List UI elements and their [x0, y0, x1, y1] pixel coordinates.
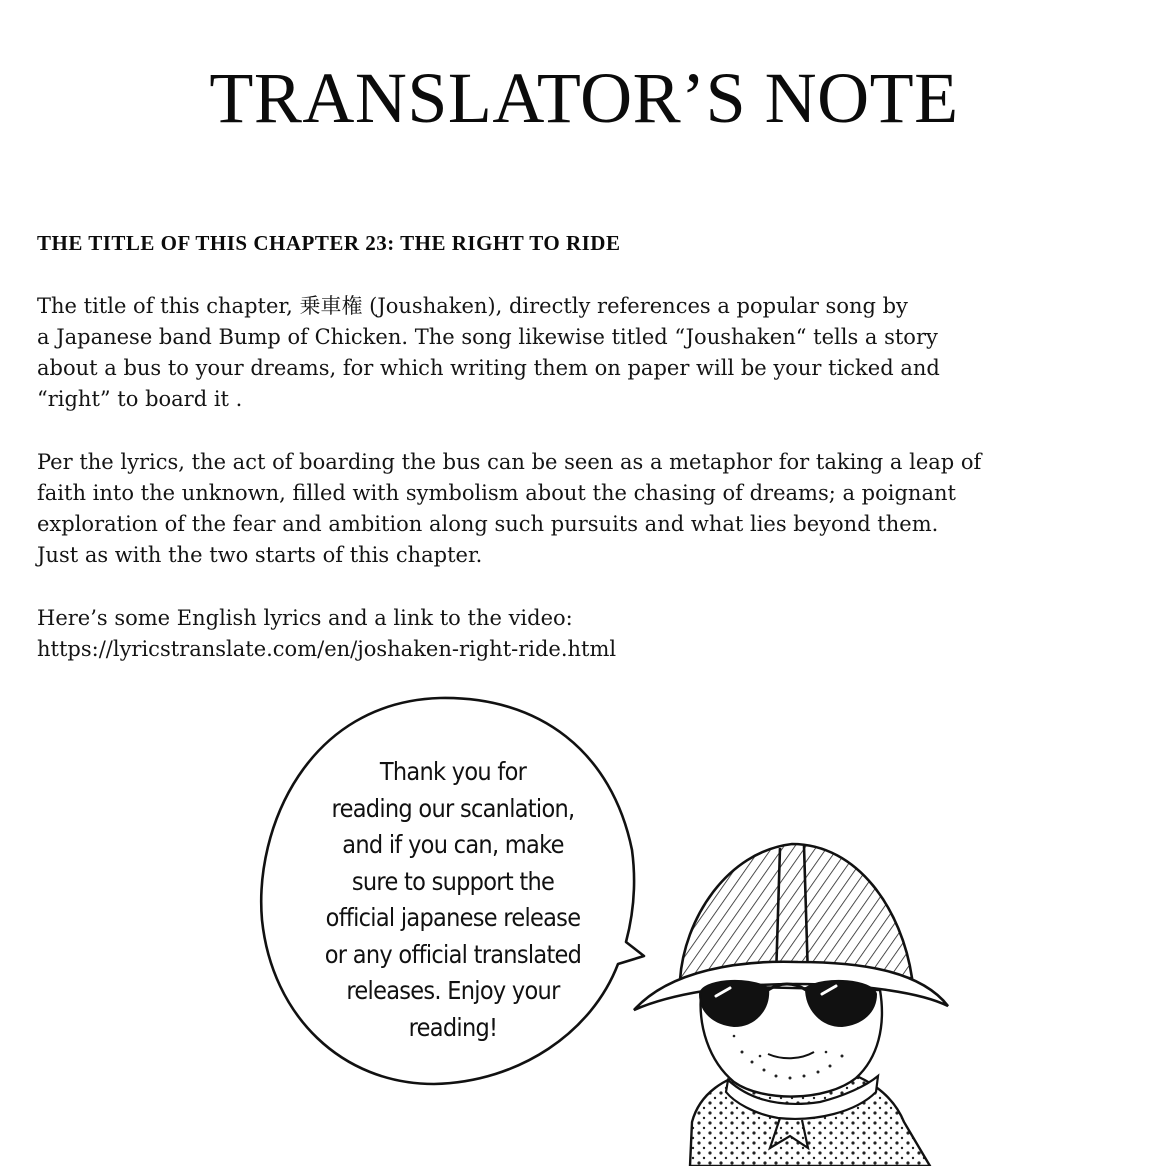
bubble-line: official japanese release — [325, 903, 581, 932]
bubble-line: reading! — [408, 1012, 498, 1042]
text-line: Just as with the two starts of this chapter. — [37, 543, 483, 567]
bubble-line: releases. Enjoy your — [346, 976, 560, 1005]
paragraph-song-reference — [37, 291, 940, 415]
paragraph-lyrics-link — [37, 603, 616, 665]
bubble-line: Thank you for — [379, 757, 527, 786]
bubble-line: and if you can, make — [342, 830, 564, 859]
character-illustration — [630, 830, 950, 1166]
text-line: “right” to board it . — [37, 387, 243, 411]
text-line: faith into the unknown, filled with symbolism about the chasing of dreams; a poignant — [37, 481, 956, 505]
bubble-line: or any official translated — [324, 939, 582, 969]
text-line: Per the lyrics, the act of boarding the bus can be seen as a metaphor for taking a leap of — [37, 450, 982, 474]
text-line: Here’s some English lyrics and a link to the video: — [37, 606, 573, 630]
paragraph-lyrics-meaning — [37, 447, 981, 571]
text-line: The title of this chapter, 乗車権 (Joushaken), directly references a popular song by — [37, 294, 908, 318]
bubble-line: sure to support the — [351, 866, 555, 896]
page-title: TRANSLATOR’S NOTE — [209, 58, 959, 138]
lyrics-url-link[interactable]: https://lyricstranslate.com/en/joshaken-right-ride.html — [37, 637, 617, 661]
chapter-heading: THE TITLE OF THIS CHAPTER 23: THE RIGHT TO RIDE — [37, 231, 621, 255]
pith-helmet — [680, 844, 912, 980]
text-line: about a bus to your dreams, for which writing them on paper will be your ticked and — [37, 356, 940, 380]
speech-bubble-text — [296, 754, 611, 1046]
bubble-line: reading our scanlation, — [331, 793, 575, 823]
text-line: exploration of the fear and ambition along such pursuits and what lies beyond them. — [37, 512, 939, 536]
text-line: a Japanese band Bump of Chicken. The song likewise titled “Joushaken“ tells a story — [37, 325, 938, 349]
